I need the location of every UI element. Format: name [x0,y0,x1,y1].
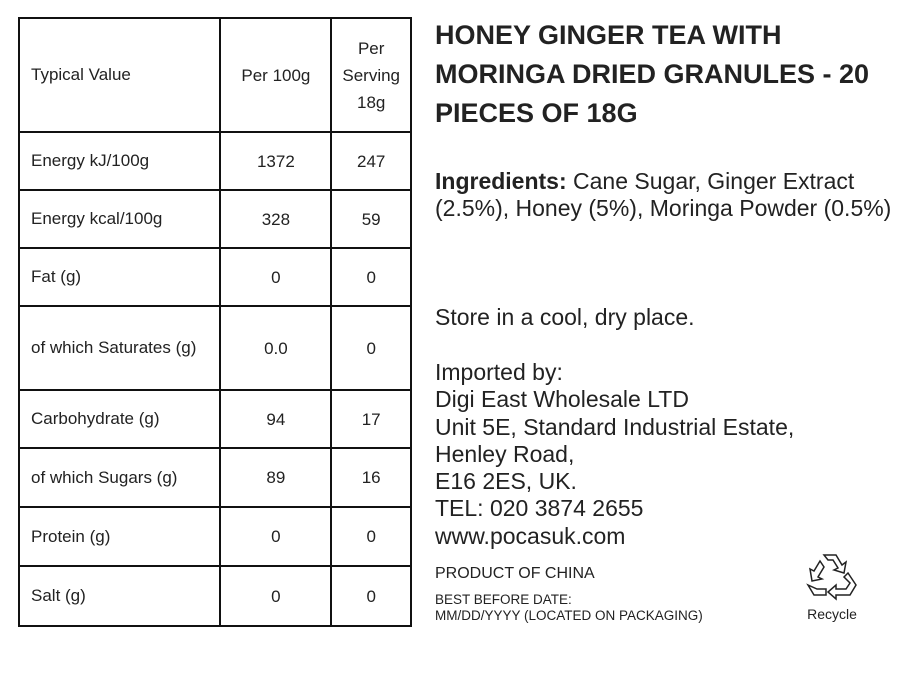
best-before [435,592,703,624]
per-100g-value: 0 [220,507,331,566]
recycle-label: Recycle [807,606,857,622]
product-title: HONEY GINGER TEA WITH MORINGA DRIED GRANULES - 20 PIECES OF 18G [435,20,870,128]
table-row [19,390,411,448]
header-per-100g: Per 100g [220,18,331,132]
table-row [19,248,411,306]
per-100g-value: 0 [220,566,331,626]
importer-website: www.pocasuk.com [435,522,626,549]
per-serving-value: 17 [331,390,411,448]
per-serving-value: 247 [331,132,411,190]
importer-address: Henley Road, [435,440,575,467]
importer-postcode: E16 2ES, UK. [435,468,577,495]
row-label: Protein (g) [19,507,220,566]
nutrition-table [18,17,412,627]
header-per-serving: Per Serving 18g [331,18,411,132]
row-label: Salt (g) [19,566,220,626]
ingredients [435,168,895,223]
per-serving-value: 16 [331,448,411,507]
table-row [19,566,411,626]
importer-label: Imported by: [435,359,563,385]
per-serving-value: 59 [331,190,411,248]
table-row [19,448,411,507]
ingredients-label: Ingredients: [435,168,567,194]
row-label: of which Sugars (g) [19,448,220,507]
per-100g-value: 328 [220,190,331,248]
table-row [19,190,411,248]
row-label: Energy kcal/100g [19,190,220,248]
table-row [19,132,411,190]
per-100g-value: 89 [220,448,331,507]
origin-text: PRODUCT OF CHINA [435,565,595,582]
importer-block [435,359,895,550]
storage-text: Store in a cool, dry place. [435,304,695,330]
importer-name: Digi East Wholesale LTD [435,386,689,413]
per-100g-value: 0.0 [220,306,331,390]
row-label: of which Saturates (g) [19,306,220,390]
table-row [19,306,411,390]
row-label: Energy kJ/100g [19,132,220,190]
best-before-label: BEST BEFORE DATE: [435,592,572,607]
per-serving-value: 0 [331,248,411,306]
best-before-value: MM/DD/YYYY (LOCATED ON PACKAGING) [435,608,703,623]
per-100g-value: 0 [220,248,331,306]
per-serving-value: 0 [331,306,411,390]
row-label: Carbohydrate (g) [19,390,220,448]
per-serving-value: 0 [331,507,411,566]
row-label: Fat (g) [19,248,220,306]
per-100g-value: 1372 [220,132,331,190]
per-serving-value: 0 [331,566,411,626]
recycle-icon [804,551,860,601]
header-typical-value: Typical Value [19,18,220,132]
table-row [19,507,411,566]
ingredients-text: Cane Sugar, Ginger Extract (2.5%), Honey (5%), Moringa Powder (0.5%) [435,168,892,222]
importer-address: Unit 5E, Standard Industrial Estate, [435,413,795,440]
per-100g-value: 94 [220,390,331,448]
recycle-badge [800,551,864,622]
importer-phone: TEL: 020 3874 2655 [435,495,644,522]
